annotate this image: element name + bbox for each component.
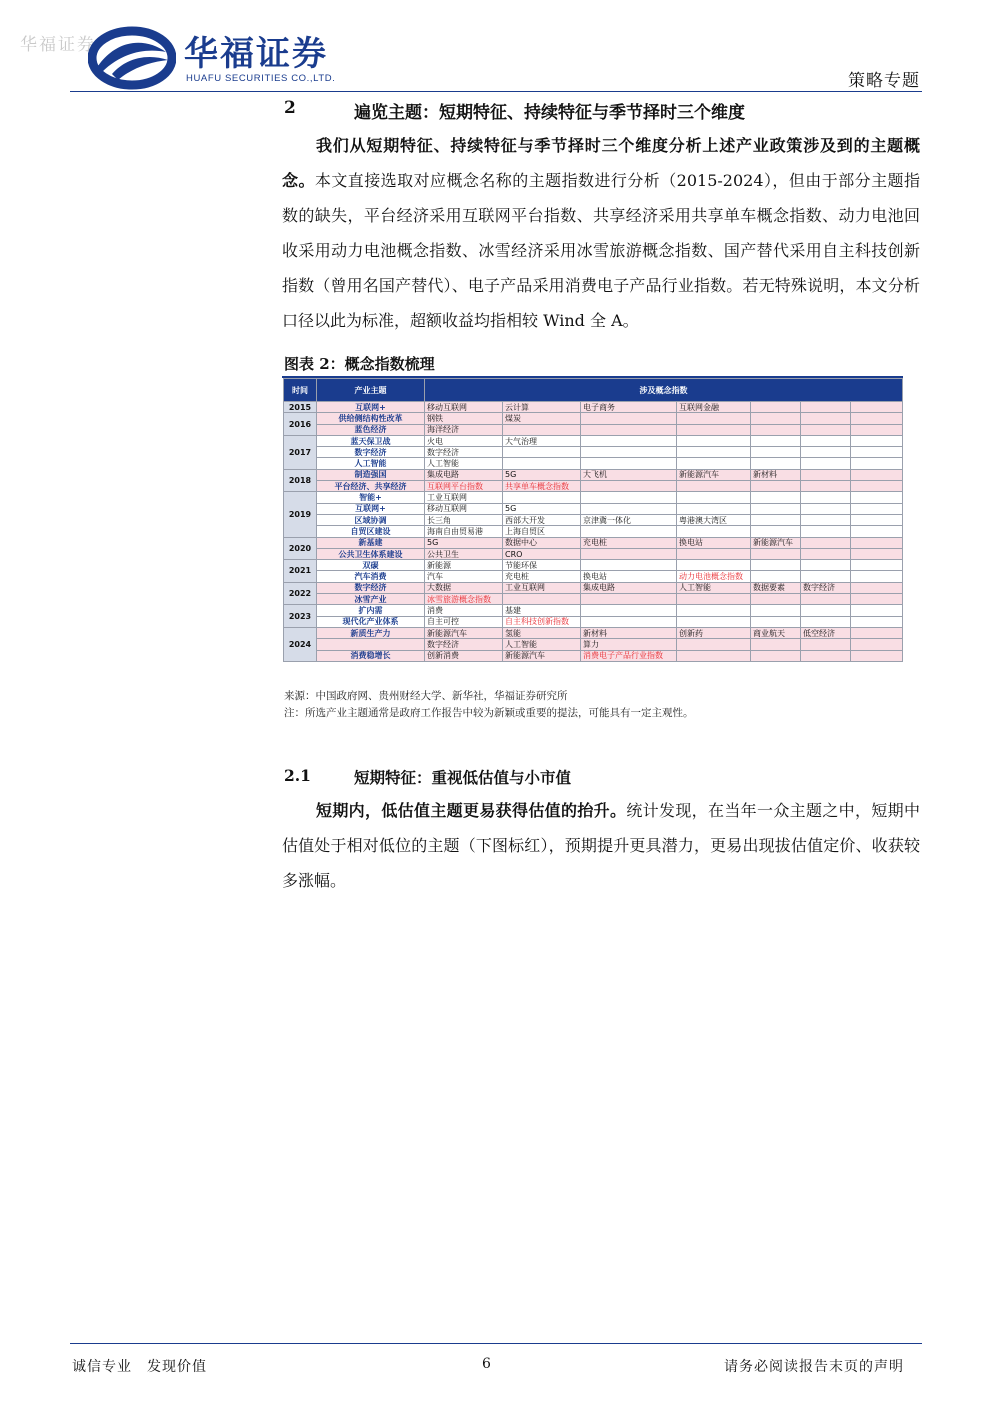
index-cell [677,458,751,469]
index-cell [851,424,903,435]
table-row [284,650,903,661]
index-cell: 5G [503,469,581,480]
year-cell: 2022 [284,582,317,605]
index-cell: 创新消费 [425,650,503,661]
index-cell: 5G [425,537,503,548]
index-cell: 互联网金融 [677,402,751,413]
concept-index-table [283,378,903,662]
table-row [284,447,903,458]
index-cell: 云计算 [503,402,581,413]
index-cell [751,548,801,559]
index-cell [751,526,801,537]
theme-cell: 蓝色经济 [317,424,425,435]
theme-cell: 汽车消费 [317,571,425,582]
index-cell: 新能源汽车 [677,469,751,480]
year-cell: 2023 [284,605,317,628]
index-cell [801,526,851,537]
index-cell [581,424,677,435]
index-cell [751,605,801,616]
theme-cell: 供给侧结构性改革 [317,413,425,424]
index-cell [503,424,581,435]
index-cell [801,413,851,424]
report-type-label: 策略专题 [848,71,920,91]
year-cell: 2021 [284,560,317,583]
index-cell: 数字经济 [425,447,503,458]
index-cell [801,571,851,582]
index-cell [751,447,801,458]
subsection-body: 统计发现，在当年一众主题之中，短期中估值处于相对低位的主题（下图标红），预期提升更具潜力，更易出现拔估值定价、收获较多涨幅。 [282,801,920,890]
index-cell [851,402,903,413]
index-cell [751,503,801,514]
logo-english-name: HUAFU SECURITIES CO.,LTD. [186,73,336,84]
index-cell: 工业互联网 [425,492,503,503]
logo-emblem-icon [88,26,176,90]
table-row [284,571,903,582]
index-cell: 互联网平台指数 [425,481,503,492]
theme-cell: 人工智能 [317,458,425,469]
subsection-number: 2.1 [284,766,311,785]
subsection-bold-lead: 短期内，低估值主题更易获得估值的抬升。 [316,801,627,820]
index-cell [801,503,851,514]
table-row [284,435,903,446]
index-cell [851,435,903,446]
index-cell [751,560,801,571]
table-row [284,481,903,492]
index-cell: 粤港澳大湾区 [677,514,751,525]
index-cell [581,605,677,616]
index-cell: 汽车 [425,571,503,582]
theme-cell: 新基建 [317,537,425,548]
index-cell: 新能源 [425,560,503,571]
watermark: 华福证券 [20,35,96,55]
index-cell [751,458,801,469]
index-cell [503,492,581,503]
index-cell: 新能源汽车 [503,650,581,661]
index-cell [801,458,851,469]
index-cell [677,616,751,627]
index-cell [851,616,903,627]
index-cell [581,492,677,503]
table-row [284,514,903,525]
table-row [284,537,903,548]
index-cell [581,594,677,605]
table-header-row [284,379,903,402]
index-cell: 低空经济 [801,627,851,638]
year-cell: 2018 [284,469,317,492]
header-divider [70,91,922,92]
index-cell [801,435,851,446]
index-cell: 人工智能 [677,582,751,593]
index-cell: 数据要素 [751,582,801,593]
index-cell [801,560,851,571]
index-cell [801,481,851,492]
index-cell [677,605,751,616]
index-cell [751,571,801,582]
index-cell: 上海自贸区 [503,526,581,537]
table-row [284,526,903,537]
table-row [284,402,903,413]
index-cell [677,447,751,458]
header-theme: 产业主题 [317,379,425,402]
index-cell: 大气治理 [503,435,581,446]
index-cell [751,650,801,661]
index-cell: 集成电路 [581,582,677,593]
index-cell [581,503,677,514]
index-cell [581,526,677,537]
index-cell: 大数据 [425,582,503,593]
theme-cell: 平台经济、共享经济 [317,481,425,492]
year-cell: 2024 [284,627,317,661]
index-cell [581,413,677,424]
index-cell: 充电桩 [503,571,581,582]
footer-disclaimer: 请务必阅读报告末页的声明 [724,1359,904,1375]
index-cell [677,548,751,559]
theme-cell: 数字经济 [317,447,425,458]
index-cell [851,560,903,571]
index-cell [851,627,903,638]
theme-cell: 双碳 [317,560,425,571]
theme-cell: 区域协调 [317,514,425,525]
header-time: 时间 [284,379,317,402]
footer-slogan: 诚信专业 发现价值 [72,1359,207,1375]
index-cell [751,435,801,446]
index-cell: 移动互联网 [425,402,503,413]
index-cell [751,413,801,424]
index-cell [581,447,677,458]
index-cell: 新能源汽车 [425,627,503,638]
subsection-paragraph [282,793,920,898]
table-row [284,469,903,480]
index-cell [751,492,801,503]
index-cell [677,650,751,661]
index-cell [801,594,851,605]
index-cell: 人工智能 [425,458,503,469]
theme-cell: 冰雪产业 [317,594,425,605]
index-cell: 新材料 [581,627,677,638]
index-cell [801,639,851,650]
index-cell [851,571,903,582]
company-logo [88,26,388,90]
theme-cell: 智能+ [317,492,425,503]
index-cell [801,447,851,458]
index-cell: 自主可控 [425,616,503,627]
figure-source: 来源：中国政府网、贵州财经大学、新华社，华福证券研究所 [284,690,568,702]
table-row [284,548,903,559]
index-cell: 数字经济 [801,582,851,593]
index-cell: 换电站 [677,537,751,548]
index-cell: CRO [503,548,581,559]
index-cell: 换电站 [581,571,677,582]
index-cell: 创新药 [677,627,751,638]
index-cell [677,481,751,492]
index-cell [677,594,751,605]
index-cell [751,424,801,435]
index-cell: 商业航天 [751,627,801,638]
index-cell [503,447,581,458]
theme-cell: 现代化产业体系 [317,616,425,627]
index-cell: 氢能 [503,627,581,638]
page-number: 6 [482,1356,492,1372]
index-cell [801,424,851,435]
index-cell [581,435,677,446]
header-indices: 涉及概念指数 [425,379,903,402]
theme-cell: 蓝天保卫战 [317,435,425,446]
intro-bold-lead: 我们从短期特征、持续特征与季节择时三个维度分析上述产业政策涉及到的主题概念。 [282,136,920,190]
index-cell [581,481,677,492]
index-cell [851,537,903,548]
theme-cell: 新质生产力 [317,627,425,638]
index-cell: 充电桩 [581,537,677,548]
index-cell [751,481,801,492]
index-cell: 京津冀一体化 [581,514,677,525]
year-cell: 2020 [284,537,317,560]
table-row [284,458,903,469]
index-cell [581,458,677,469]
index-cell: 算力 [581,639,677,650]
logo-chinese-name: 华福证券 [184,34,328,74]
index-cell [581,616,677,627]
table-row [284,413,903,424]
index-cell: 基建 [503,605,581,616]
index-cell: 工业互联网 [503,582,581,593]
table-row [284,594,903,605]
index-cell: 自主科技创新指数 [503,616,581,627]
index-cell [801,616,851,627]
index-cell [677,413,751,424]
index-cell: 节能环保 [503,560,581,571]
table-row [284,605,903,616]
subsection-title: 短期特征：重视低估值与小市值 [354,768,572,787]
index-cell: 电子商务 [581,402,677,413]
index-cell [851,481,903,492]
table-row [284,639,903,650]
table-row [284,560,903,571]
index-cell [851,650,903,661]
index-cell [851,594,903,605]
table-row [284,492,903,503]
index-cell: 共享单车概念指数 [503,481,581,492]
index-cell [851,605,903,616]
index-cell [801,605,851,616]
figure-note: 注：所选产业主题通常是政府工作报告中较为新颖或重要的提法，可能具有一定主观性。 [284,707,694,719]
index-cell [677,639,751,650]
table-row [284,627,903,638]
footer-divider [70,1343,922,1344]
index-cell [851,492,903,503]
index-cell: 公共卫生 [425,548,503,559]
index-cell: 海洋经济 [425,424,503,435]
theme-cell: 公共卫生体系建设 [317,548,425,559]
index-cell [851,458,903,469]
intro-body: 本文直接选取对应概念名称的主题指数进行分析（2015-2024），但由于部分主题指数的缺失，平台经济采用互联网平台指数、共享经济采用共享单车概念指数、动力电池回收采用动力电池概念指数、冰雪经济采用冰雪旅游概念指数、国产替代采用自主科技创新指数（曾用名国产替代）、电子产品采用消费电子产品行业指数。若无特殊说明，本文分析口径以此为标准，超额收益均指相较 Wind 全 A。 [282,171,920,330]
year-cell: 2016 [284,413,317,436]
index-cell: 新能源汽车 [751,537,801,548]
year-cell: 2017 [284,435,317,469]
figure-title: 图表 2：概念指数梳理 [284,355,435,373]
table-row [284,582,903,593]
index-cell [851,548,903,559]
table-row [284,424,903,435]
index-cell: 动力电池概念指数 [677,571,751,582]
index-cell: 冰雪旅游概念指数 [425,594,503,605]
index-cell [503,458,581,469]
section-number: 2 [284,98,296,118]
theme-cell [317,639,425,650]
theme-cell: 制造强国 [317,469,425,480]
index-cell: 数字经济 [425,639,503,650]
index-cell [801,537,851,548]
index-cell: 消费电子产品行业指数 [581,650,677,661]
year-cell: 2015 [284,402,317,413]
index-cell [801,402,851,413]
theme-cell: 互联网+ [317,402,425,413]
index-cell [751,639,801,650]
section-title: 遍览主题：短期特征、持续特征与季节择时三个维度 [354,103,745,123]
index-cell [677,526,751,537]
index-cell: 消费 [425,605,503,616]
index-cell: 长三角 [425,514,503,525]
theme-cell: 扩内需 [317,605,425,616]
index-cell: 新材料 [751,469,801,480]
index-cell [751,402,801,413]
index-cell: 5G [503,503,581,514]
index-cell [677,424,751,435]
index-cell [677,492,751,503]
index-cell: 海南自由贸易港 [425,526,503,537]
theme-cell: 数字经济 [317,582,425,593]
table-row [284,503,903,514]
index-cell [851,469,903,480]
index-cell [581,560,677,571]
index-cell: 人工智能 [503,639,581,650]
index-cell [801,514,851,525]
index-cell [851,526,903,537]
index-cell [801,469,851,480]
index-cell: 集成电路 [425,469,503,480]
index-cell [851,413,903,424]
index-cell: 移动互联网 [425,503,503,514]
index-cell [851,514,903,525]
index-cell [801,548,851,559]
index-cell: 数据中心 [503,537,581,548]
year-cell: 2019 [284,492,317,537]
index-cell [851,639,903,650]
index-cell: 火电 [425,435,503,446]
index-cell [581,548,677,559]
theme-cell: 互联网+ [317,503,425,514]
index-cell [677,560,751,571]
theme-cell: 自贸区建设 [317,526,425,537]
theme-cell: 消费稳增长 [317,650,425,661]
intro-paragraph [282,128,920,338]
index-cell [801,650,851,661]
index-cell [851,503,903,514]
index-cell [677,503,751,514]
index-cell [677,435,751,446]
index-cell [751,514,801,525]
index-cell: 煤炭 [503,413,581,424]
index-cell [801,492,851,503]
index-cell [851,582,903,593]
index-cell [851,447,903,458]
table-row [284,616,903,627]
index-cell: 西部大开发 [503,514,581,525]
index-cell [503,594,581,605]
index-cell [751,616,801,627]
index-cell [751,594,801,605]
index-cell: 钢铁 [425,413,503,424]
index-cell: 大飞机 [581,469,677,480]
